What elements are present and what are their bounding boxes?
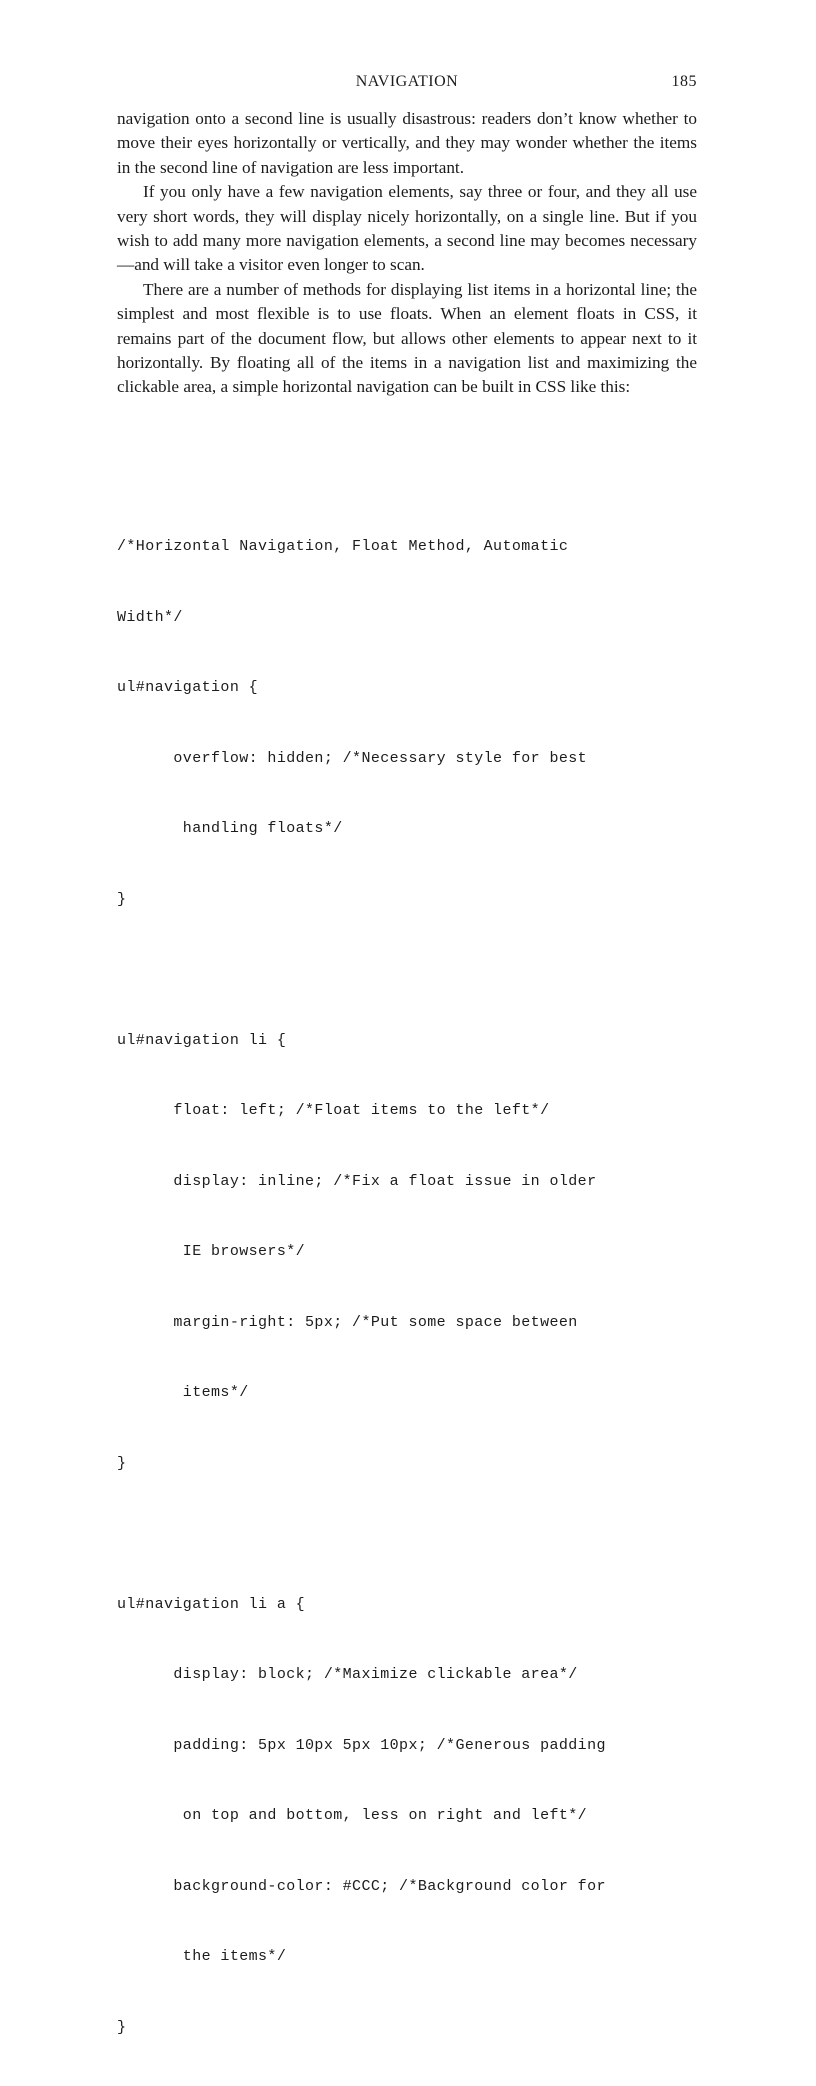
code-line: the items*/ <box>117 1948 287 1965</box>
code-line: handling floats*/ <box>117 820 343 837</box>
running-title: NAVIGATION <box>355 73 459 90</box>
code-line: IE browsers*/ <box>117 1243 306 1260</box>
code-block <box>117 488 707 2086</box>
code-line: } <box>117 890 127 908</box>
running-head <box>117 72 697 92</box>
code-line: ul#navigation li a { <box>117 1595 306 1613</box>
code-line: ul#navigation li { <box>117 1031 287 1049</box>
code-line: padding: 5px 10px 5px 10px; /*Generous padding <box>117 1736 606 1754</box>
code-line <box>117 958 707 982</box>
body-text <box>117 107 697 400</box>
book-page <box>117 0 697 2036</box>
code-line: display: inline; /*Fix a float issue in older <box>117 1172 597 1190</box>
code-line: } <box>117 2018 127 2036</box>
paragraph: If you only have a few navigation elements, say three or four, and they all use very short words, they will display nicely horizontally, on a single line. But if you wish to add many more navigation elements, a second line may becomes necessary—and will take a visitor even longer to scan. <box>117 182 697 275</box>
code-line: } <box>117 1454 127 1472</box>
code-line: overflow: hidden; /*Necessary style for best <box>117 749 588 767</box>
code-line: items*/ <box>117 1384 249 1401</box>
code-line: float: left; /*Float items to the left*/ <box>117 1102 550 1119</box>
code-line: ul#navigation { <box>117 679 259 696</box>
code-line: on top and bottom, less on right and left*/ <box>117 1807 588 1824</box>
code-line: margin-right: 5px; /*Put some space between <box>117 1313 578 1331</box>
code-line: background-color: #CCC; /*Background color for <box>117 1877 606 1895</box>
code-line: Width*/ <box>117 608 183 626</box>
paragraph-continuation: navigation onto a second line is usually disastrous: readers don’t know whether to move their eyes horizontally or vertically, and they may wonder whether the items in the second line of navigation are less important. <box>117 109 697 177</box>
page-number: 185 <box>671 73 697 90</box>
code-line: display: block; /*Maximize clickable area*/ <box>117 1666 578 1683</box>
paragraph: There are a number of methods for displaying list items in a horizontal line; the simplest and most flexible is to use floats. When an element floats in CSS, it remains part of the document flow, but allows other elements to appear next to it horizontally. By floating all of the items in a navigation list and maximizing the clickable area, a simple horizontal navigation can be built in CSS like this: <box>117 279 697 397</box>
code-line: /*Horizontal Navigation, Float Method, Automatic <box>117 538 569 555</box>
code-line <box>117 1522 707 1546</box>
